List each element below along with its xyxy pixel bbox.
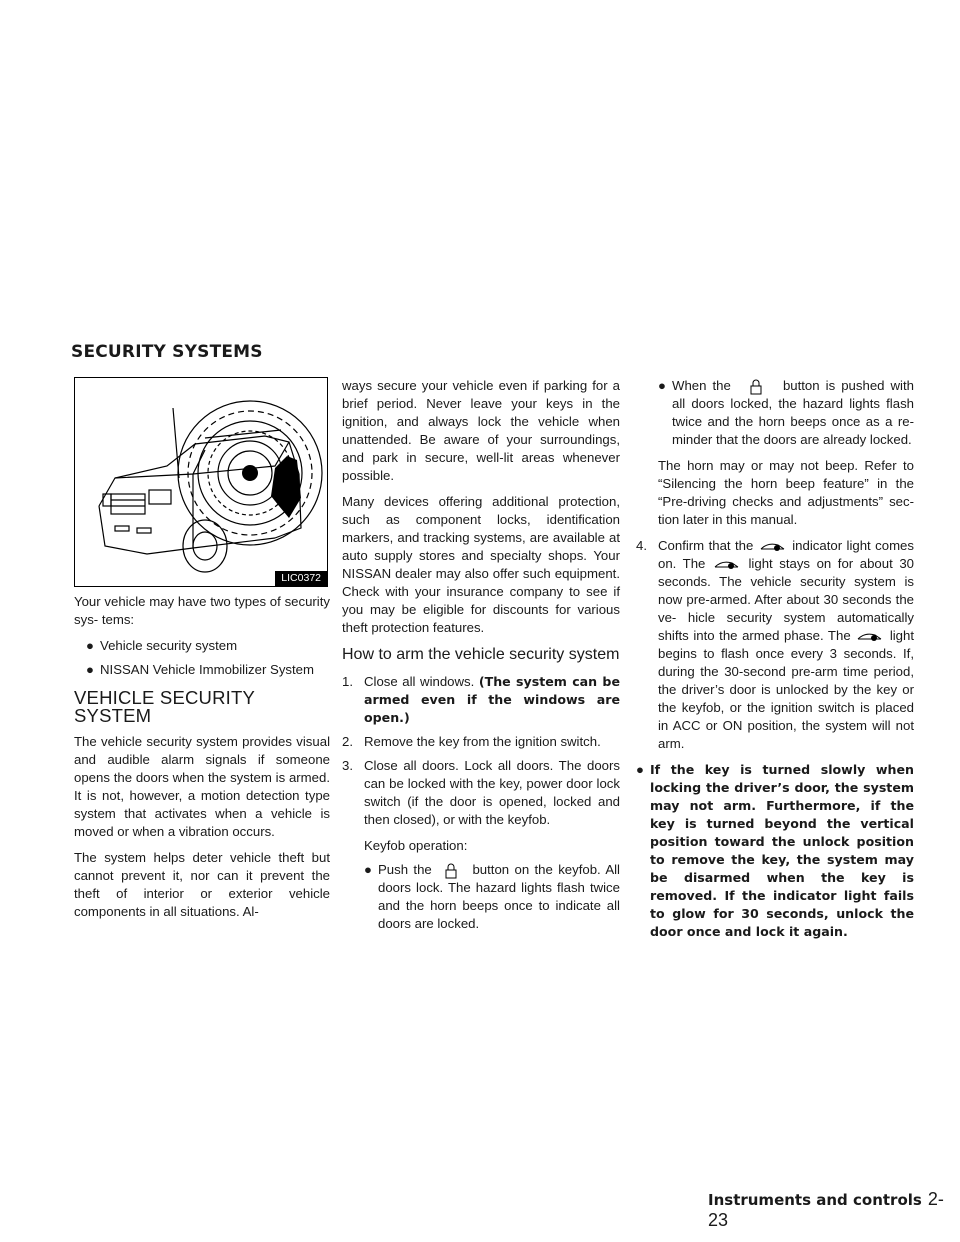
- list-item: [74, 637, 330, 655]
- step-number: 1.: [342, 674, 353, 689]
- step-text: Close all doors. Lock all doors. The doors can be locked with the key, power door lock switch (if the door is opened, locked and then closed), or with the keyfob.: [364, 758, 620, 827]
- section-heading: VEHICLE SECURITY SYSTEM: [74, 687, 255, 726]
- section-title: SECURITY SYSTEMS: [71, 342, 263, 362]
- bullet-icon: ●: [86, 662, 94, 677]
- paragraph: ways secure your vehicle even if parking for a brief period. Never leave your keys in the ignition, and always lock the vehicle when unattended. Be aware of your surroundings, and park in secure, well-lit areas whenever possible.: [342, 378, 620, 483]
- arming-steps: [342, 673, 620, 933]
- lock-icon: [737, 379, 777, 395]
- lock-bullet: [636, 377, 914, 449]
- security-indicator-icon: [758, 540, 788, 554]
- bullet-text: When the: [672, 378, 731, 393]
- step-text: Close all windows.: [364, 674, 479, 689]
- step-text: light begins to flash once every 3 seconds. If, during the 30-second pre-arm time period, the driver’s door is unlocked by the key or the keyfob, or the ignition switch is placed in ACC or ON position, the system will not arm.: [658, 628, 915, 751]
- column-left: [74, 377, 330, 929]
- bullet-icon: ●: [364, 862, 372, 877]
- step-text: Confirm that the: [658, 538, 754, 553]
- security-indicator-icon: [712, 558, 742, 572]
- security-illustration: [74, 377, 328, 587]
- step-text: Remove the key from the ignition switch.: [364, 734, 601, 749]
- step-text: indicator light comes on. The: [658, 538, 914, 571]
- step-item: [342, 733, 620, 751]
- column-middle: [342, 377, 620, 939]
- page-footer: [708, 1189, 960, 1231]
- keyfob-label: Keyfob operation:: [364, 838, 468, 853]
- paragraph: The horn may or may not beep. Refer to “Silencing the horn beep feature” in the “Pre-driving checks and adjustments” sec- tion later in this manual.: [658, 458, 914, 527]
- step-note: (The system can be armed even if the windows are open.): [364, 674, 620, 725]
- step-number: 3.: [342, 758, 353, 773]
- security-types-list: [74, 637, 330, 679]
- security-indicator-icon: [855, 630, 885, 644]
- bullet-icon: ●: [658, 378, 666, 393]
- paragraph: The vehicle security system provides visual and audible alarm signals if someone opens the doors when the system is armed. It is not, however, a motion detection type system that activates when a vehicle is moved or when a vibration occurs.: [74, 734, 330, 839]
- bullet-icon: ●: [636, 762, 644, 777]
- bullet-text: Vehicle security system: [100, 638, 238, 653]
- step-number: 2.: [342, 734, 353, 749]
- footer-section: Instruments and controls: [708, 1191, 922, 1209]
- page-number: 2-23: [708, 1189, 944, 1230]
- bullet-icon: ●: [86, 638, 94, 653]
- warning-bullet: [636, 761, 914, 941]
- paragraph: The system helps deter vehicle theft but cannot prevent it, nor can it prevent the theft of interior or exterior vehicle components in all situations. Al-: [74, 850, 330, 919]
- intro-text: Your vehicle may have two types of security sys- tems:: [74, 594, 330, 627]
- subheading: How to arm the vehicle security system: [342, 646, 620, 663]
- keyfob-bullet: [364, 861, 620, 933]
- bullet-text: button is pushed with all doors locked, the hazard lights flash twice and the horn beeps once as a re- minder that the doors are already locked.: [672, 378, 914, 447]
- column-right: [636, 377, 914, 941]
- step-item: [342, 757, 620, 933]
- step-item: [636, 537, 914, 753]
- vehicle-alarm-illustration: [75, 378, 328, 587]
- paragraph: Many devices offering additional protection, such as component locks, identification markers, and tracking systems, are available at auto supply stores and specialty shops. Your NISSAN dealer may also offer such equipment. Check with your insurance company to see if you may be eligible for discounts for various theft protection features.: [342, 494, 620, 635]
- list-item: [74, 661, 330, 679]
- step-text: light stays on for about 30 seconds. The vehicle security system is now pre-armed. After about 30 seconds the ve- hicle security system automatically shifts into the armed phase. The: [658, 556, 914, 643]
- bullet-text: Push the: [378, 862, 432, 877]
- figure-label: LIC0372: [275, 571, 327, 586]
- step-number: 4.: [636, 538, 647, 553]
- lock-icon: [437, 863, 467, 879]
- bullet-text: NISSAN Vehicle Immobilizer System: [100, 662, 314, 677]
- step-item: [342, 673, 620, 727]
- bullet-text: button on the keyfob. All doors lock. The hazard lights flash twice and the horn beeps once to indicate all doors are locked.: [378, 862, 620, 931]
- warning-text: If the key is turned slowly when locking the driver’s door, the system may not arm. Furthermore, if the key is turned beyond the vertical position toward the unlock position to remove the key, the system may be disarmed when the key is removed. If the indicator light fails to glow for 30 seconds, unlock the door once and lock it again.: [650, 762, 914, 939]
